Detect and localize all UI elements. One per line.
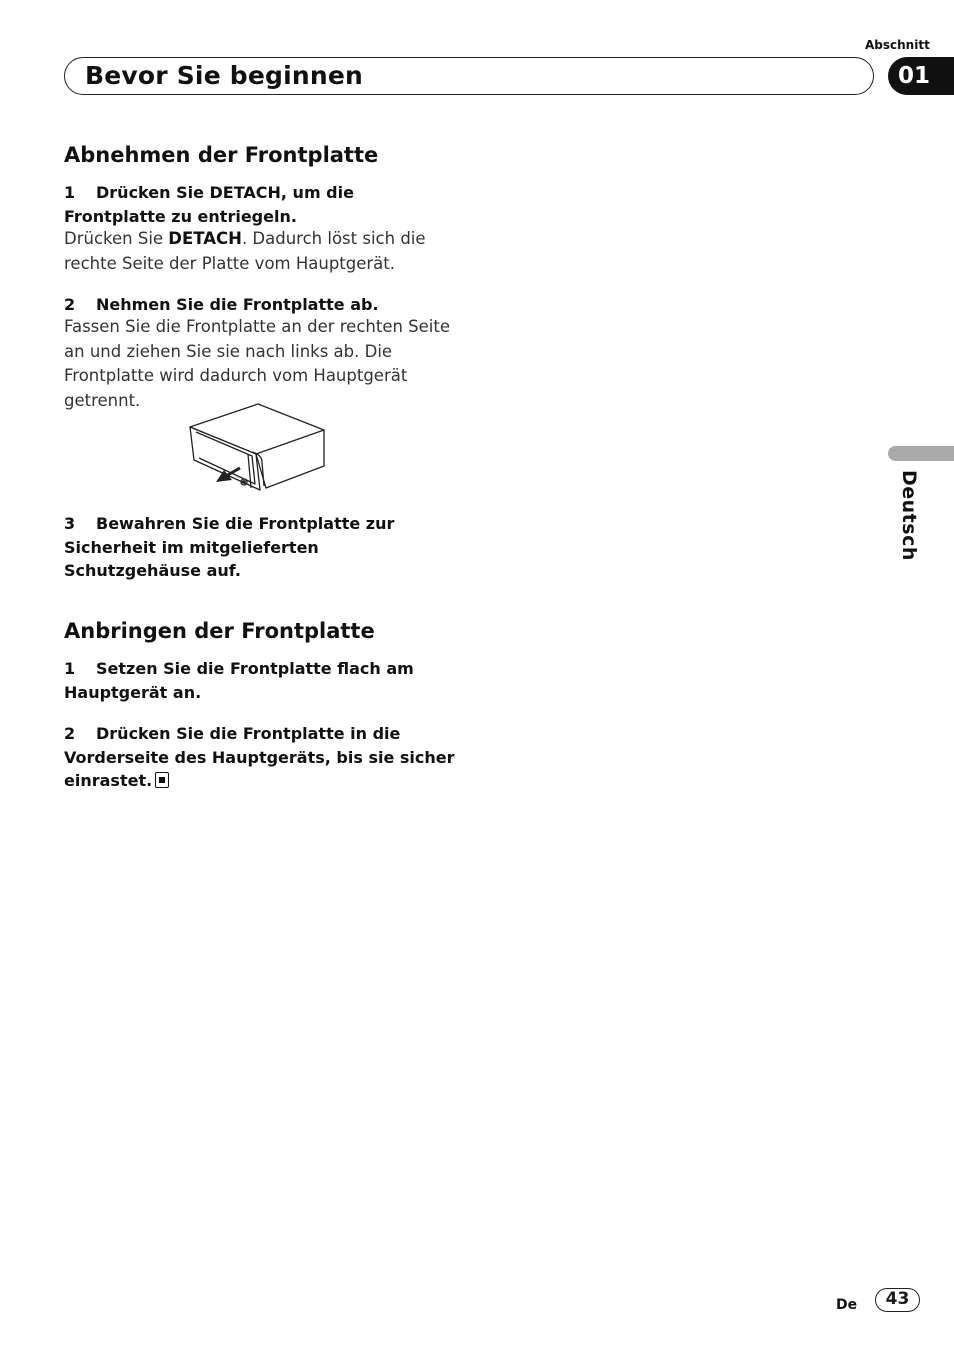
section-label: Abschnitt <box>865 38 930 52</box>
body-text-part: Drücken Sie <box>64 229 169 248</box>
step-title: Nehmen Sie die Frontplatte ab. <box>96 295 379 314</box>
step-number: 3 <box>64 514 76 533</box>
step-title: Drücken Sie die Frontplatte in die Vorderseite des Hauptgeräts, bis sie sicher einrastet. <box>64 724 455 790</box>
chapter-header <box>64 57 874 95</box>
step-title: Setzen Sie die Frontplatte flach am Hauptgerät an. <box>64 659 414 702</box>
language-label: Deutsch <box>898 470 920 561</box>
step-2-body: Fassen Sie die Frontplatte an der rechten Seite an und ziehen Sie sie nach links ab. Die Frontplatte wird dadurch vom Hauptgerät getrennt. <box>64 317 451 410</box>
step-1-remove <box>64 181 459 228</box>
end-mark-icon <box>155 772 169 788</box>
step-3-remove <box>64 512 459 583</box>
chapter-title: Bevor Sie beginnen <box>85 61 364 90</box>
section-number-badge: 01 <box>888 57 954 95</box>
footer-language-code: De <box>836 1297 858 1313</box>
detach-keyword: DETACH <box>168 229 242 248</box>
step-2-attach <box>64 722 459 793</box>
step-number: 1 <box>64 659 76 678</box>
language-tab <box>888 446 954 461</box>
body-text-part: . Dadurch löst sich die rechte Seite der Platte vom Hauptgerät. <box>64 229 426 273</box>
step-1-attach <box>64 657 459 704</box>
section-heading-attach: Anbringen der Frontplatte <box>64 619 375 643</box>
step-number: 2 <box>64 724 76 743</box>
step-2-remove <box>64 293 459 317</box>
section-heading-remove: Abnehmen der Frontplatte <box>64 143 379 167</box>
step-number: 2 <box>64 295 76 314</box>
page-number: 43 <box>875 1288 920 1312</box>
step-number: 1 <box>64 183 76 202</box>
step-title: Drücken Sie DETACH, um die Frontplatte zu entriegeln. <box>64 183 354 226</box>
step-1-body <box>64 227 459 276</box>
detach-front-panel-illustration <box>188 402 328 494</box>
step-title: Bewahren Sie die Frontplatte zur Sicherheit im mitgelieferten Schutzgehäuse auf. <box>64 514 395 580</box>
